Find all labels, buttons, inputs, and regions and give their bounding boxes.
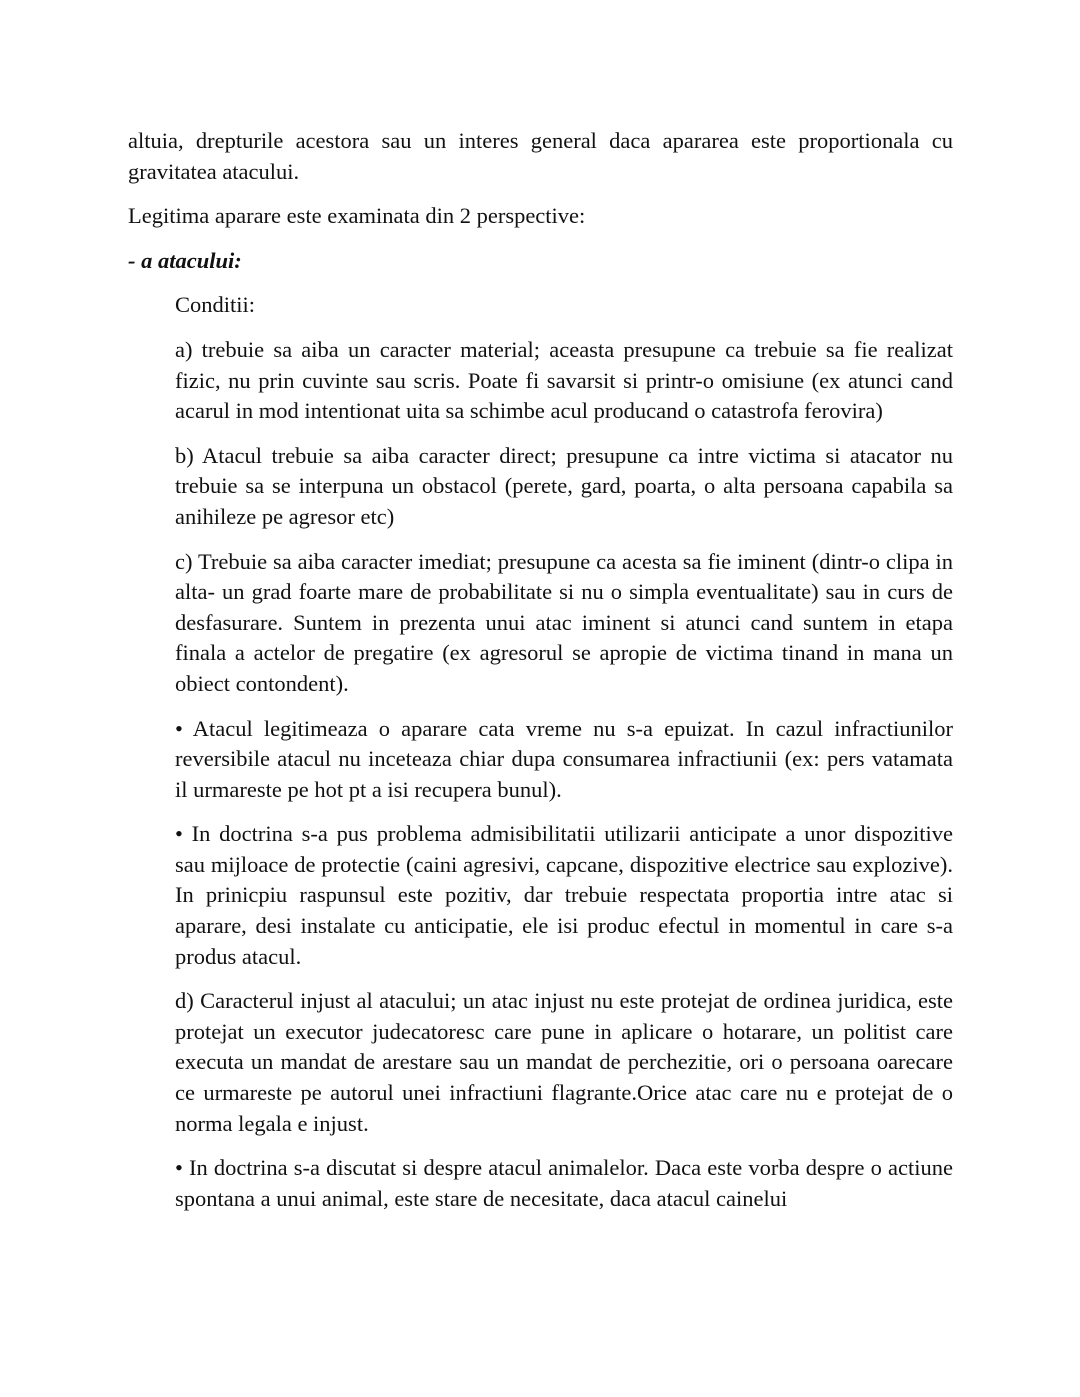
document-body (128, 126, 953, 1214)
bullet-protective-devices: • In doctrina s-a pus problema admisibilitatii utilizarii anticipate a unor dispozitive sau mijloace de protectie (caini agresivi, capcane, dispozitive electrice sau explozive). In prinicpiu raspunsul este pozitiv, dar trebuie respectata proportia intre atac si aparare, desi instalate cu anticipatie, ele isi produc efectul in momentul in care s-a produs atacul. (175, 821, 953, 969)
condition-d-paragraph: d) Caracterul injust al atacului; un atac injust nu este protejat de ordinea juridica, este protejat un executor judecatoresc care pune in aplicare o hotarare, un politist care executa un mandat de arestare sau un mandat de perchezitie, ori o persoana oarecare ce urmareste pe autorul unei infractiuni flagrante.Orice atac care nu e protejat de o norma legala e injust. (175, 988, 953, 1136)
intro-paragraph: altuia, drepturile acestora sau un interes general daca apararea este proportionala cu gravitatea atacului. (128, 128, 953, 184)
condition-a-paragraph: a) trebuie sa aiba un caracter material; aceasta presupune ca trebuie sa fie realizat fizic, nu prin cuvinte sau scris. Poate fi savarsit si printr-o omisiune (ex atunci cand acarul in mod intentionat uita sa schimbe acul producand o catastrofa ferovira) (175, 336, 953, 424)
bullet-animal-attack: • In doctrina s-a discutat si despre atacul animalelor. Daca este vorba despre o actiune spontana a unui animal, este stare de necesitate, daca atacul cainelui (175, 1155, 953, 1211)
bullet-attack-duration: • Atacul legitimeaza o aparare cata vreme nu s-a epuizat. In cazul infractiunilor reversibile atacul nu inceteaza chiar dupa consumarea infractiunii (ex: pers vatamata il urmareste pe hot pt a isi recupera bunul). (175, 715, 953, 802)
conditions-label: Conditii: (175, 292, 256, 318)
condition-c-paragraph: c) Trebuie sa aiba caracter imediat; presupune ca acesta sa fie iminent (dintr-o clipa in alta- un grad foarte mare de probabilitate si nu o simpla eventualitate) sau in curs de desfasurare. Suntem in prezenta unui atac iminent si atunci cand suntem in etapa finala a actelor de pregatire (ex agresorul se apropie de victima tinand in mana un obiect contondent). (175, 548, 953, 696)
condition-b-paragraph: b) Atacul trebuie sa aiba caracter direct; presupune ca intre victima si atacator nu trebuie sa se interpuna un obstacol (perete, gard, poarta, o alta persoana capabila sa anihileze pe agresor etc) (175, 442, 953, 529)
perspectives-sentence: Legitima aparare este examinata din 2 perspective: (128, 203, 586, 229)
section-heading: - a atacului: (128, 247, 242, 273)
